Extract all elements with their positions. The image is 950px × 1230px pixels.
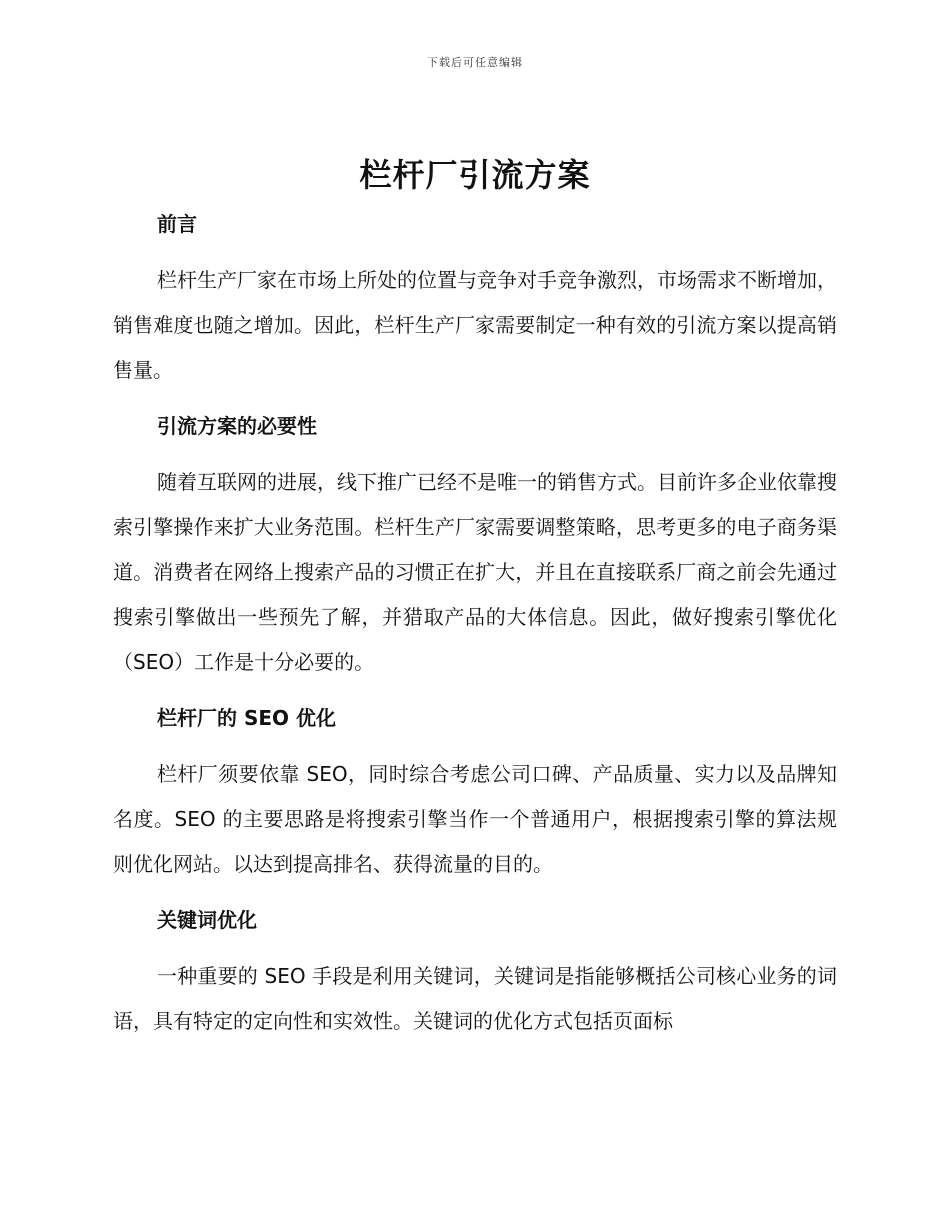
section-paragraph: 栏杆生产厂家在市场上所处的位置与竞争对手竞争激烈，市场需求不断增加，销售难度也随之增加。因此，栏杆生产厂家需要制定一种有效的引流方案以提高销售量。 [113,268,837,382]
section-heading: 引流方案的必要性 [157,414,317,438]
header-note: 下载后可任意编辑 [427,56,523,69]
section-seo [113,700,837,902]
section-paragraph: 随着互联网的进展，线下推广已经不是唯一的销售方式。目前许多企业依靠搜索引擎操作来扩大业务范围。栏杆生产厂家需要调整策略，思考更多的电子商务渠道。消费者在网络上搜索产品的习惯正在扩大，并且在直接联系厂商之前会先通过搜索引擎做出一些预先了解，并猎取产品的大体信息。因此，做好搜索引擎优化（SEO）工作是十分必要的。 [113,470,837,674]
section-heading: 关键词优化 [157,908,257,932]
section-necessity [113,408,837,700]
section-heading: 栏杆厂的 SEO 优化 [157,706,336,730]
document-body [113,206,837,1044]
section-paragraph: 栏杆厂须要依靠 SEO，同时综合考虑公司口碑、产品质量、实力以及品牌知名度。SEO 的主要思路是将搜索引擎当作一个普通用户，根据搜索引擎的算法规则优化网站。以达到提高排名、获得流量的目的。 [113,762,837,876]
section-heading: 前言 [157,212,197,236]
section-paragraph: 一种重要的 SEO 手段是利用关键词，关键词是指能够概括公司核心业务的词语，具有特定的定向性和实效性。关键词的优化方式包括页面标 [113,964,837,1033]
section-preface [113,206,837,408]
document-title: 栏杆厂引流方案 [359,156,591,194]
section-keywords [113,902,837,1044]
